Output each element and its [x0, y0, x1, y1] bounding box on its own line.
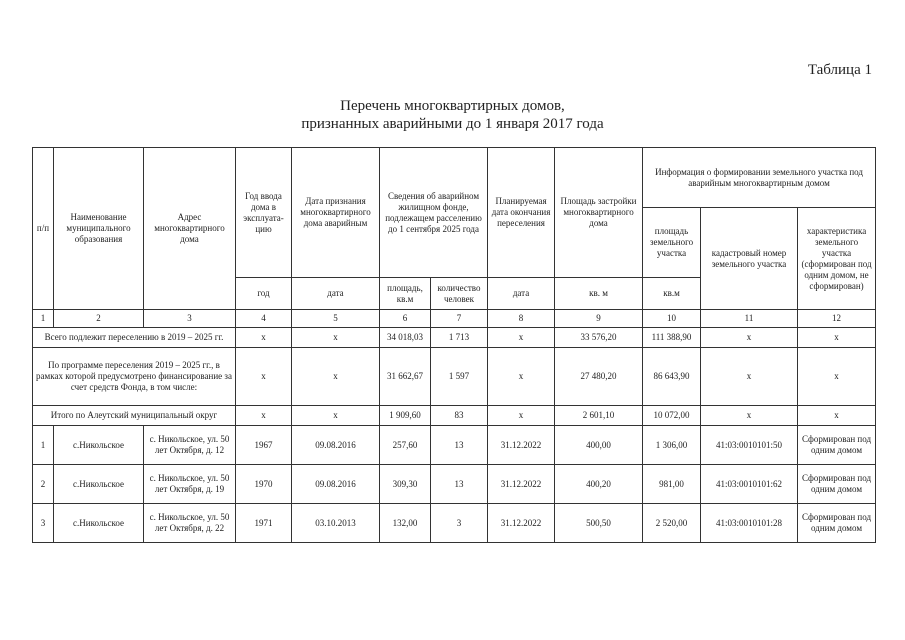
cell: х: [236, 406, 292, 426]
header-cell: п/п: [33, 148, 54, 310]
area: 132,00: [380, 504, 431, 543]
unit-cell: кв.м: [643, 278, 701, 310]
header-cell: характеристика земельного участка (сформирован под одним домом, не сформирован): [798, 208, 876, 310]
row-number: 2: [33, 465, 54, 504]
header-cell: Сведения об аварийном жилищном фонде, подлежащем расселению до 1 сентября 2025 года: [380, 148, 488, 278]
land-area: 2 520,00: [643, 504, 701, 543]
cell: х: [488, 406, 555, 426]
cell: х: [292, 328, 380, 348]
header-cell: Информация о формировании земельного участка под аварийным многоквартирным домом: [643, 148, 876, 208]
header-cell: Наименование муниципального образования: [54, 148, 144, 310]
cell: х: [488, 328, 555, 348]
header-row-1: [33, 148, 876, 208]
summary-row-program: [33, 348, 876, 406]
header-cell: Дата признания многоквартирного дома аварийным: [292, 148, 380, 278]
cell: 1 597: [431, 348, 488, 406]
land-characteristic: Сформирован под одним домом: [798, 465, 876, 504]
cell: х: [798, 348, 876, 406]
table-row: [33, 426, 876, 465]
area: 309,30: [380, 465, 431, 504]
summary-label: Всего подлежит переселению в 2019 – 2025 гг.: [33, 328, 236, 348]
building-area: 400,00: [555, 426, 643, 465]
cell: 86 643,90: [643, 348, 701, 406]
column-number: 12: [798, 310, 876, 328]
cell: х: [236, 328, 292, 348]
title-line-2: признанных аварийными до 1 января 2017 года: [301, 116, 604, 132]
summary-label: По программе переселения 2019 – 2025 гг., в рамках которой предусмотрено финансирование за счет средств Фонда, в том числе:: [33, 348, 236, 406]
year-built: 1971: [236, 504, 292, 543]
people-count: 13: [431, 426, 488, 465]
cell: х: [798, 406, 876, 426]
cadastral-number: 41:03:0010101:62: [701, 465, 798, 504]
emergency-date: 09.08.2016: [292, 465, 380, 504]
header-cell: Площадь застройки многоквартирного дома: [555, 148, 643, 278]
unit-cell: дата: [292, 278, 380, 310]
cell: х: [798, 328, 876, 348]
land-area: 981,00: [643, 465, 701, 504]
column-number: 3: [144, 310, 236, 328]
land-characteristic: Сформирован под одним домом: [798, 504, 876, 543]
table-row: [33, 504, 876, 543]
column-number: 8: [488, 310, 555, 328]
unit-cell: кв. м: [555, 278, 643, 310]
building-area: 500,50: [555, 504, 643, 543]
column-number: 5: [292, 310, 380, 328]
resettlement-end-date: 31.12.2022: [488, 504, 555, 543]
unit-cell: площадь, кв.м: [380, 278, 431, 310]
column-number: 2: [54, 310, 144, 328]
cell: х: [701, 328, 798, 348]
summary-row-total: [33, 328, 876, 348]
cell: 33 576,20: [555, 328, 643, 348]
cell: 2 601,10: [555, 406, 643, 426]
cell: 34 018,03: [380, 328, 431, 348]
area: 257,60: [380, 426, 431, 465]
people-count: 13: [431, 465, 488, 504]
summary-label: Итого по Алеутский муниципальный округ: [33, 406, 236, 426]
header-cell: Адрес многоквартирного дома: [144, 148, 236, 310]
year-built: 1967: [236, 426, 292, 465]
year-built: 1970: [236, 465, 292, 504]
land-area: 1 306,00: [643, 426, 701, 465]
column-number: 7: [431, 310, 488, 328]
column-number: 10: [643, 310, 701, 328]
summary-row-district: [33, 406, 876, 426]
header-cell: площадь земельного участка: [643, 208, 701, 278]
cell: х: [701, 406, 798, 426]
column-number-row: [33, 310, 876, 328]
column-number: 9: [555, 310, 643, 328]
cell: 27 480,20: [555, 348, 643, 406]
title-line-1: Перечень многоквартирных домов,: [340, 98, 565, 114]
row-number: 1: [33, 426, 54, 465]
resettlement-end-date: 31.12.2022: [488, 465, 555, 504]
header-cell: Год ввода дома в эксплуата-цию: [236, 148, 292, 278]
cell: 10 072,00: [643, 406, 701, 426]
column-number: 11: [701, 310, 798, 328]
address: с. Никольское, ул. 50 лет Октября, д. 22: [144, 504, 236, 543]
cell: х: [701, 348, 798, 406]
table-label: Таблица 1: [807, 62, 872, 78]
unit-cell: дата: [488, 278, 555, 310]
houses-table: [32, 147, 876, 543]
people-count: 3: [431, 504, 488, 543]
municipality: с.Никольское: [54, 465, 144, 504]
municipality: с.Никольское: [54, 504, 144, 543]
address: с. Никольское, ул. 50 лет Октября, д. 19: [144, 465, 236, 504]
row-number: 3: [33, 504, 54, 543]
column-number: 6: [380, 310, 431, 328]
table-row: [33, 465, 876, 504]
emergency-date: 09.08.2016: [292, 426, 380, 465]
building-area: 400,20: [555, 465, 643, 504]
municipality: с.Никольское: [54, 426, 144, 465]
cell: 1 713: [431, 328, 488, 348]
column-number: 1: [33, 310, 54, 328]
unit-cell: количество человек: [431, 278, 488, 310]
cell: 83: [431, 406, 488, 426]
unit-cell: год: [236, 278, 292, 310]
document-title: [0, 97, 905, 133]
cell: 111 388,90: [643, 328, 701, 348]
address: с. Никольское, ул. 50 лет Октября, д. 12: [144, 426, 236, 465]
cell: х: [488, 348, 555, 406]
cadastral-number: 41:03:0010101:50: [701, 426, 798, 465]
column-number: 4: [236, 310, 292, 328]
cell: х: [236, 348, 292, 406]
cell: 31 662,67: [380, 348, 431, 406]
cadastral-number: 41:03:0010101:28: [701, 504, 798, 543]
header-cell: кадастровый номер земельного участка: [701, 208, 798, 310]
land-characteristic: Сформирован под одним домом: [798, 426, 876, 465]
resettlement-end-date: 31.12.2022: [488, 426, 555, 465]
cell: х: [292, 406, 380, 426]
cell: 1 909,60: [380, 406, 431, 426]
emergency-date: 03.10.2013: [292, 504, 380, 543]
cell: х: [292, 348, 380, 406]
header-cell: Планируемая дата окончания переселения: [488, 148, 555, 278]
